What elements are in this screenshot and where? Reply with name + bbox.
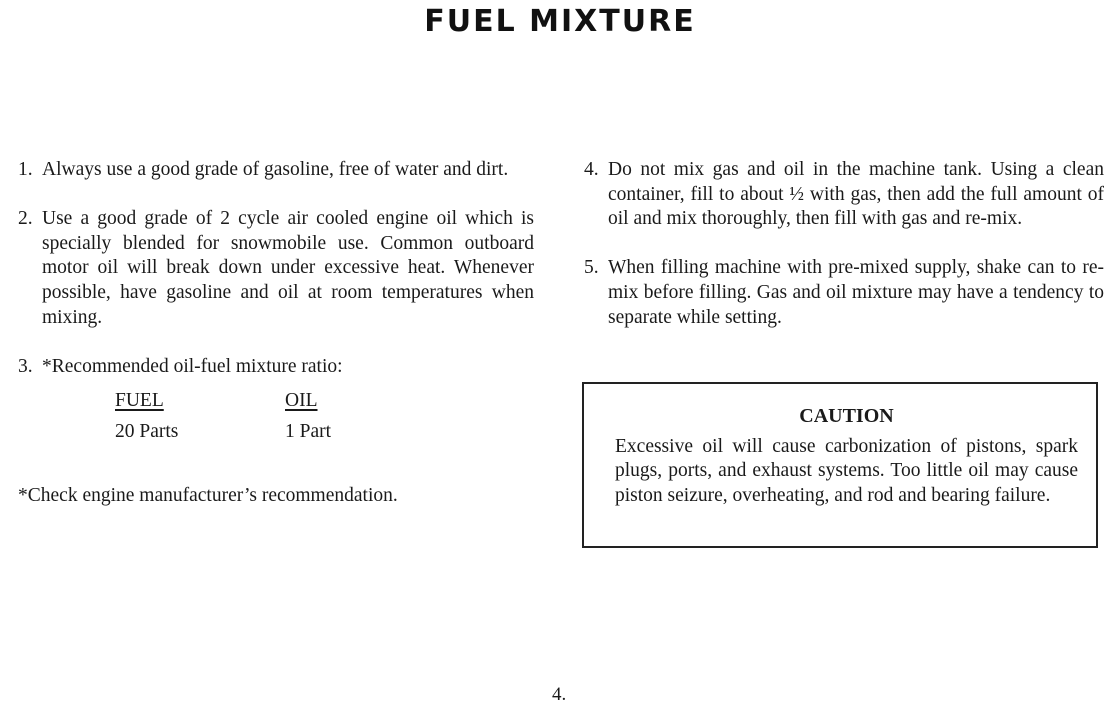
page-title: FUEL MIXTURE xyxy=(424,4,696,39)
list-item-text: When filling machine with pre-mixed supply, shake can to re-mix before filling. Gas and oil mixture may have a tendency to separate while setting. xyxy=(608,257,1104,328)
list-item xyxy=(584,158,1104,232)
list-item-number: 2. xyxy=(18,208,33,230)
caution-box xyxy=(582,382,1098,548)
list-item xyxy=(18,355,534,380)
list-item-text: Use a good grade of 2 cycle air cooled engine oil which is specially blended for snowmobile use. Common outboard motor oil will break down under excessive heat. Whenever possible, have gasoline and oil at room temperatures when mixing. xyxy=(42,208,534,328)
caution-text: Excessive oil will cause carbonization of pistons, spark plugs, ports, and exhaust systems. Too little oil may cause piston seizure, overheating, and rod and bearing failure. xyxy=(615,435,1078,506)
list-item-number: 3. xyxy=(18,355,33,377)
list-item-text: Always use a good grade of gasoline, free of water and dirt. xyxy=(42,159,509,180)
page-number: 4. xyxy=(552,684,567,705)
list-item-number: 1. xyxy=(18,159,33,180)
left-column xyxy=(18,158,534,509)
list-item-text: *Recommended oil-fuel mixture ratio: xyxy=(42,355,343,377)
oil-value: 1 Part xyxy=(285,420,332,442)
footnote: *Check engine manufacturer’s recommendation. xyxy=(18,485,398,507)
list-item-text: Do not mix gas and oil in the machine tank. Using a clean container, fill to about ½ with gas, then add the full amount of oil and mix thoroughly, then fill with gas and re-mix. xyxy=(608,159,1104,230)
list-item xyxy=(584,256,1104,330)
list-item-number: 5. xyxy=(584,257,599,279)
fuel-value: 20 Parts xyxy=(115,420,179,442)
list-item-number: 4. xyxy=(584,159,599,180)
list-item xyxy=(18,207,534,330)
fuel-header: FUEL xyxy=(115,390,164,412)
oil-column xyxy=(285,389,331,444)
right-column xyxy=(584,158,1104,355)
caution-heading: CAUTION xyxy=(799,405,894,427)
mixture-ratio-table xyxy=(18,389,534,484)
list-item xyxy=(18,158,534,183)
fuel-column xyxy=(115,389,178,444)
oil-header: OIL xyxy=(285,390,318,412)
